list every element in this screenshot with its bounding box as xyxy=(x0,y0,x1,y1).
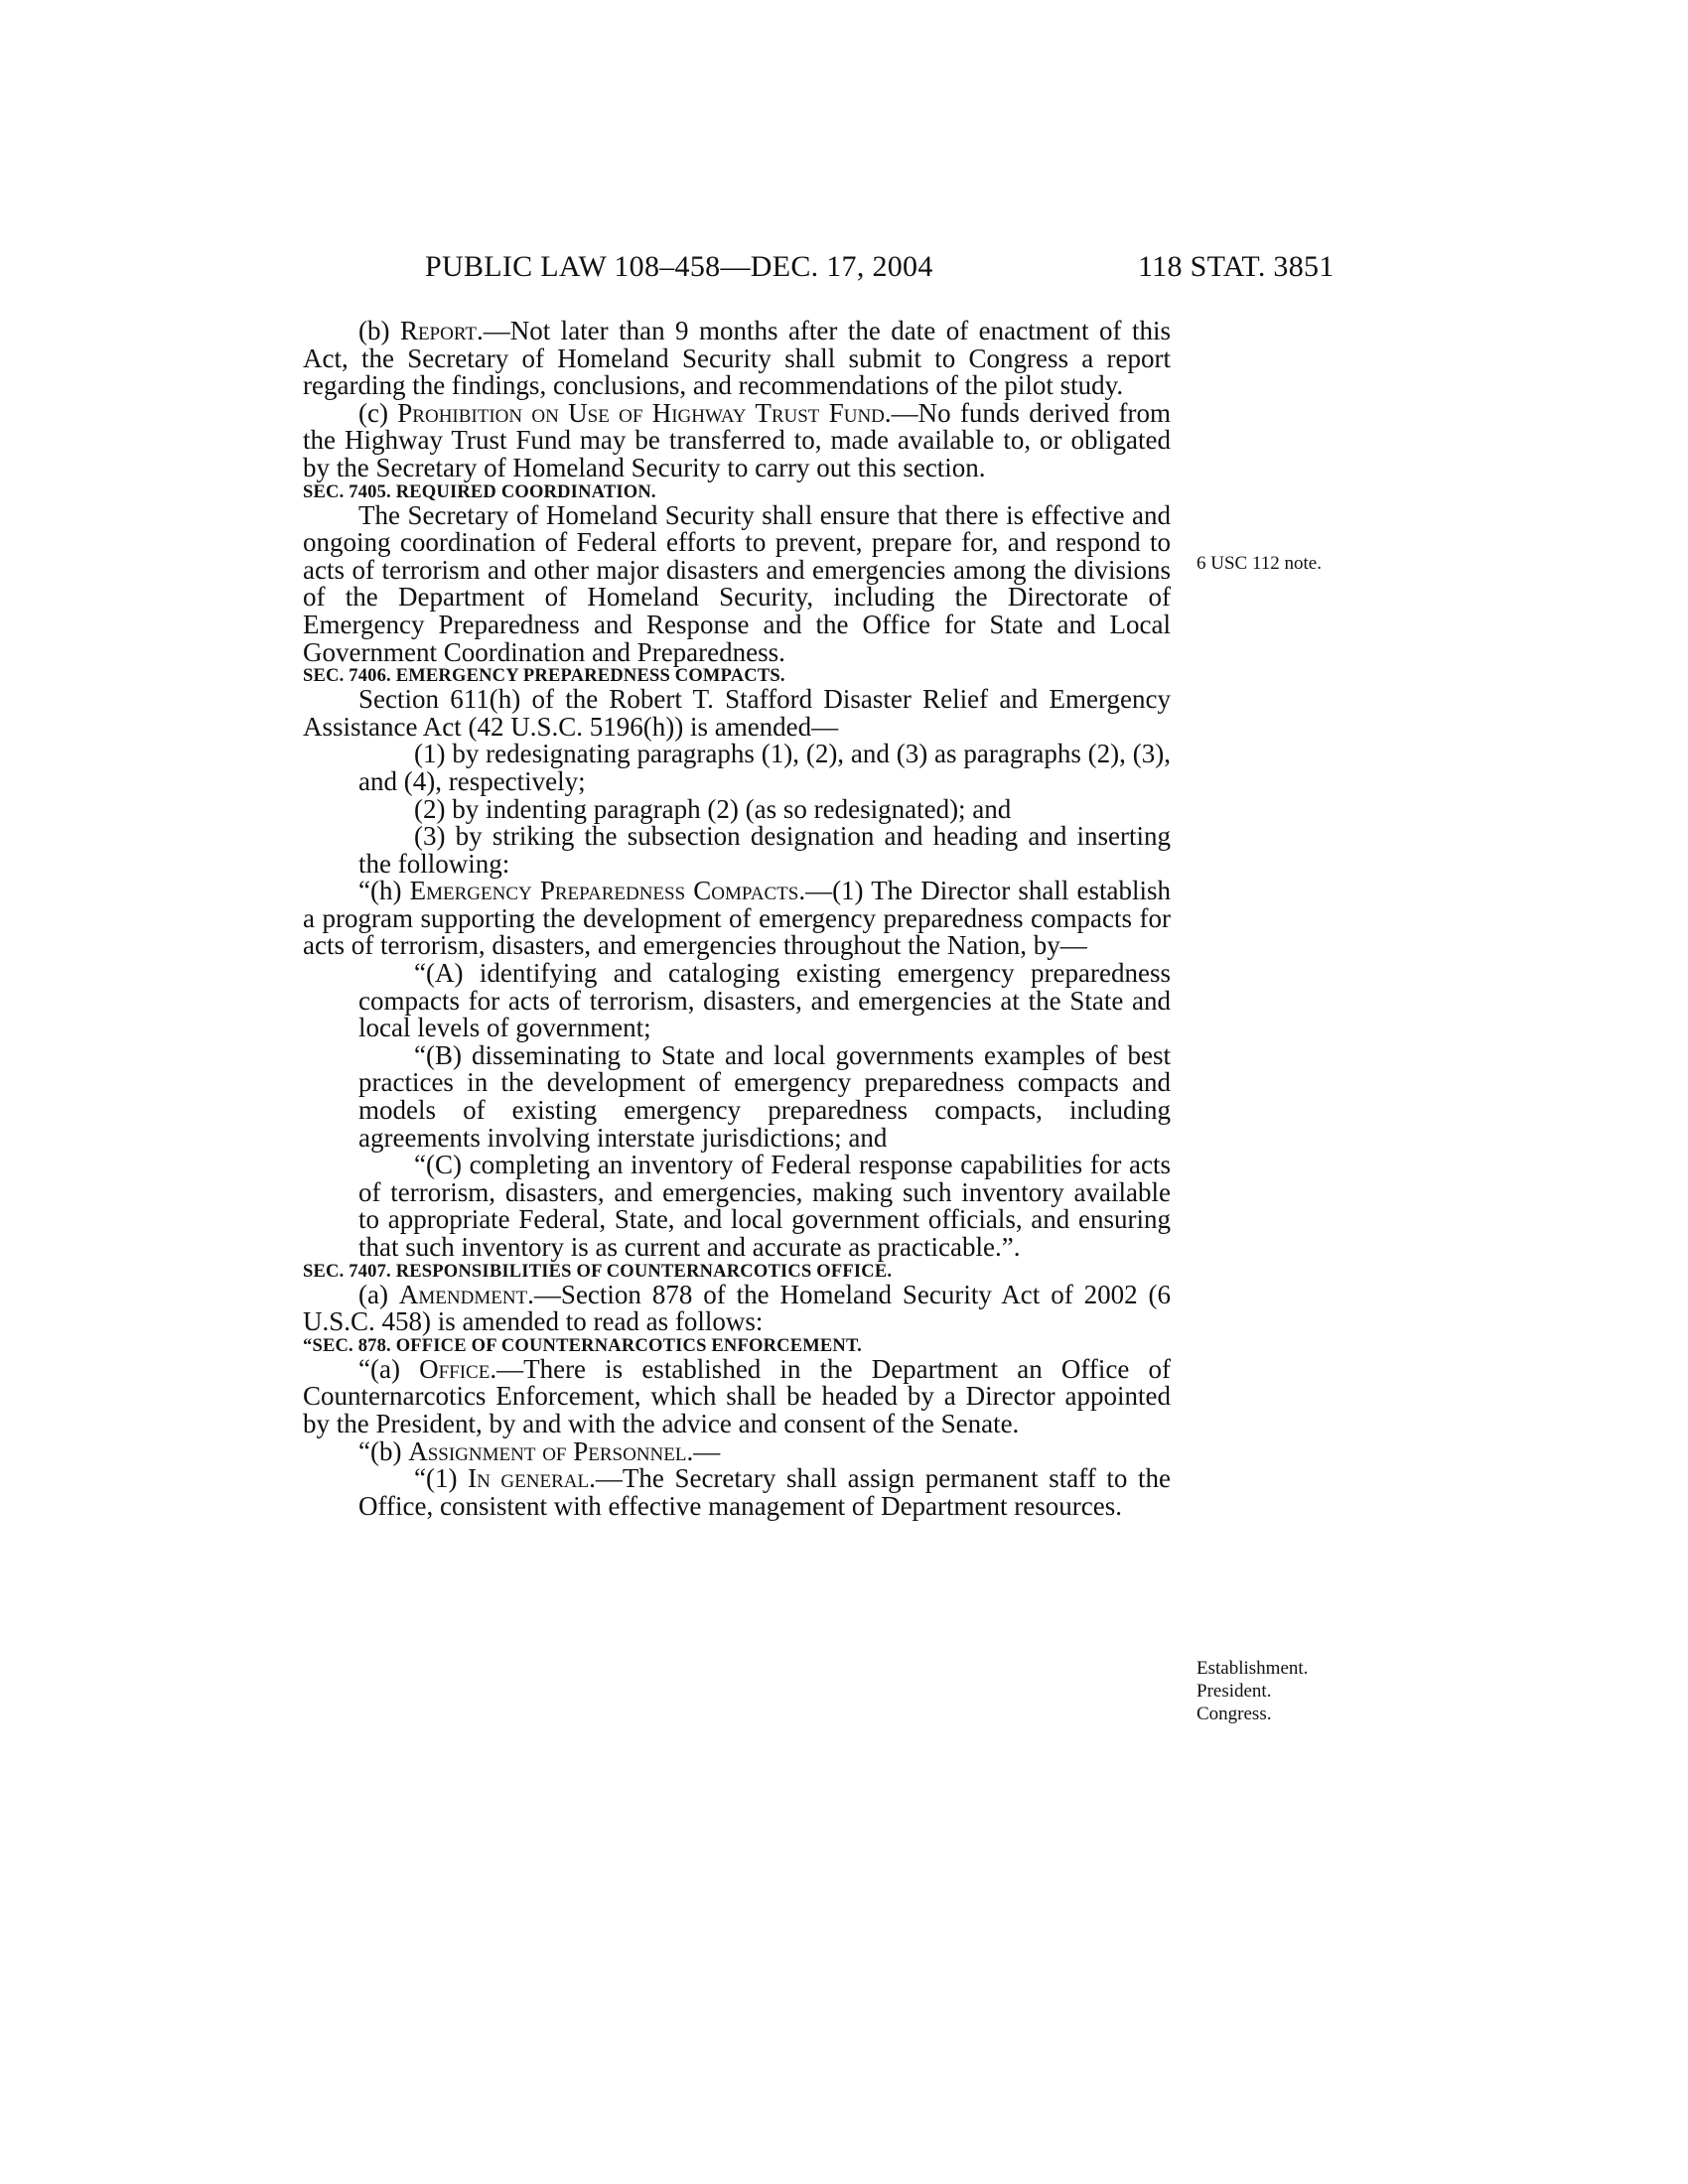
margin-note-establishment: Establishment. xyxy=(1196,1658,1309,1679)
section-7406-item-2: (2) by indenting paragraph (2) (as so redesignated); and xyxy=(414,793,1012,824)
section-878-heading: “SEC. 878. OFFICE OF COUNTERNARCOTICS ENFORCEMENT. xyxy=(303,1335,862,1356)
section-878-assignment: “(b) Assignment of Personnel.— xyxy=(358,1435,721,1466)
section-7405-heading: SEC. 7405. REQUIRED COORDINATION. xyxy=(303,481,656,502)
subsection-h-list xyxy=(303,960,1171,1262)
subsection-h-item-c: “(C) completing an inventory of Federal response capabilities for acts of terrorism, disasters, and emergencies, making such inventory available to appropriate Federal, State, and local government officials, and ensuring that such inventory is as current and accurate as practicable.”. xyxy=(358,1150,1171,1262)
section-7406-heading: SEC. 7406. EMERGENCY PREPAREDNESS COMPACTS. xyxy=(303,666,785,687)
section-878-office: “(a) Office.—There is established in the Department an Office of Counternarcotics Enforcement, which shall be headed by a Director appointed by the President, by and with the advice and consent of the Senate. xyxy=(303,1353,1171,1438)
margin-note-president: President. xyxy=(1196,1681,1272,1702)
document-body xyxy=(303,318,1171,1520)
section-7407-heading: SEC. 7407. RESPONSIBILITIES OF COUNTERNARCOTICS OFFICE. xyxy=(303,1261,893,1282)
page-citation: 118 STAT. 3851 xyxy=(1138,250,1335,283)
section-878-in-general: “(1) In general.—The Secretary shall assign permanent staff to the Office, consistent with effective management of Department resources. xyxy=(358,1463,1172,1521)
subsection-h-item-b: “(B) disseminating to State and local governments examples of best practices in the development of emergency preparedness compacts and models of existing emergency preparedness compacts, including agreements involving interstate jurisdictions; and xyxy=(358,1039,1171,1153)
margin-note-congress: Congress. xyxy=(1196,1704,1272,1724)
running-header-title: PUBLIC LAW 108–458—DEC. 17, 2004 xyxy=(425,250,933,283)
section-7406-item-3: (3) by striking the subsection designation and heading and inserting the following: xyxy=(358,821,1171,879)
paragraph-b-report: (b) Report.—Not later than 9 months after the date of enactment of this Act, the Secretary of Homeland Security shall submit to Congress a report regarding the findings, conclusions, and recommendations of the pilot study. xyxy=(303,316,1172,401)
section-7406-item-1: (1) by redesignating paragraphs (1), (2), and (3) as paragraphs (2), (3), and (4), respectively; xyxy=(358,739,1171,796)
section-878-assignment-list xyxy=(303,1465,1171,1520)
subsection-h-item-a: “(A) identifying and cataloging existing emergency preparedness compacts for acts of terrorism, disasters, and emergencies at the State and local levels of government; xyxy=(358,958,1171,1043)
paragraph-c-prohibition: (c) Prohibition on Use of Highway Trust Fund.—No funds derived from the Highway Trust Fund may be transferred to, made available to, or obligated by the Secretary of Homeland Security to carry out this section. xyxy=(303,397,1171,482)
section-7406-intro: Section 611(h) of the Robert T. Stafford Disaster Relief and Emergency Assistance Act (42 U.S.C. 5196(h)) is amended— xyxy=(303,684,1171,742)
section-7405-text: The Secretary of Homeland Security shall ensure that there is effective and ongoing coordination of Federal efforts to prevent, prepare for, and respond to acts of terrorism and other major disasters and emergencies among the divisions of the Department of Homeland Security, including the Directorate of Emergency Preparedness and Response and the Office for State and Local Government Coordination and Preparedness. xyxy=(303,499,1171,667)
section-7406-list xyxy=(303,741,1171,878)
margin-note-usc: 6 USC 112 note. xyxy=(1196,553,1322,574)
subsection-h-compacts: “(h) Emergency Preparedness Compacts.—(1) The Director shall establish a program supporting the development of emergency preparedness compacts for acts of terrorism, disasters, and emergencies throughout the Nation, by— xyxy=(303,876,1172,961)
section-7407-amendment: (a) Amendment.—Section 878 of the Homeland Security Act of 2002 (6 U.S.C. 458) is amended to read as follows: xyxy=(303,1279,1172,1337)
